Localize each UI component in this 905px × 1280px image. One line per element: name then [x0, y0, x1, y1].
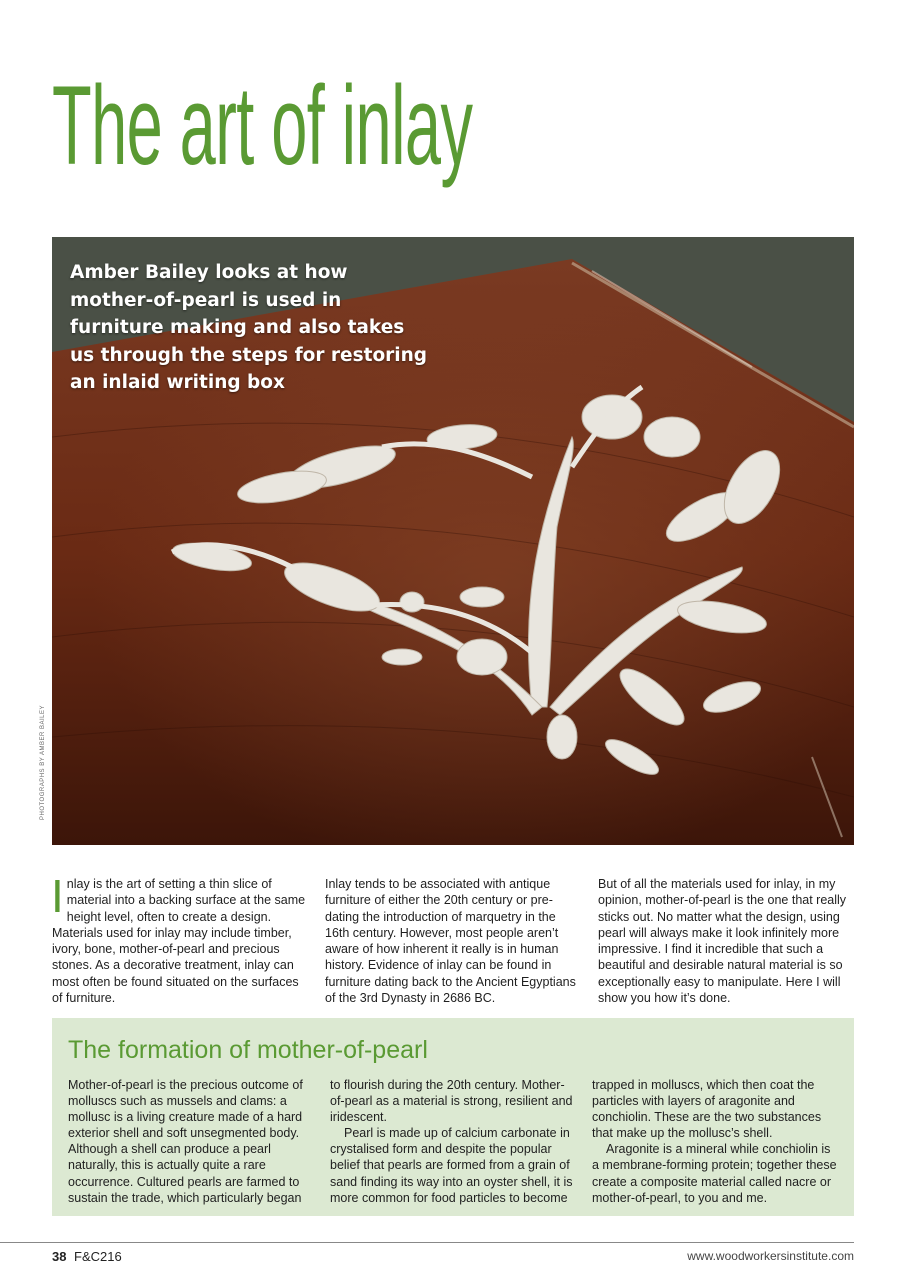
hero-photo: [52, 237, 854, 845]
sidebar-text: Mother-of-pearl is the precious outcome of molluscs such as mussels and clams: a mollusc is a living creature made of a hard exterior shell and soft unsegmented body. Although a shell can produce a pearl naturally, this is actually quite a rare occurrence. Cultured pearls are farmed to sustain the trade, which particularly began: [68, 1078, 303, 1205]
sidebar-column-2: [330, 1077, 578, 1206]
drop-cap: I: [51, 870, 64, 922]
article-title: The art of inlay: [52, 63, 473, 188]
website-url: www.woodworkersinstitute.com: [687, 1249, 854, 1263]
body-text: nlay is the art of setting a thin slice of material into a backing surface at the same height level, often to create a design. Materials used for inlay may include timber, ivory, bone, mother-of-pearl and precious stones. As a decorative treatment, inlay can most often be found situated on the surfaces of furniture.: [52, 877, 306, 1006]
sidebar-box: [52, 1018, 854, 1216]
page-number: 38: [52, 1249, 67, 1264]
body-text: Inlay tends to be associated with antique furniture of either the 20th century or pre-dating the introduction of marquetry in the 16th century. However, most people aren’t aware of how inherent it really is in human history. Evidence of inlay can be found in furniture dating back to the Ancient Egyptians of the 3rd Dynasty in 2686 BC.: [325, 877, 576, 1006]
sidebar-text: to flourish during the 20th century. Mother-of-pearl as a material is strong, resilient and iridescent.: [330, 1078, 573, 1125]
photo-credit: PHOTOGRAPHS BY AMBER BAILEY: [40, 705, 46, 820]
body-column-1: [51, 870, 310, 1006]
sidebar-column-1: [68, 1077, 313, 1206]
magazine-issue: F&C216: [74, 1249, 122, 1264]
footer-rule: [0, 1242, 854, 1243]
sidebar-text: Pearl is made up of calcium carbonate in crystalised form and despite the popular belief that pearls are formed from a grain of sand finding its way into an oyster shell, it is more common for food particles to become: [330, 1126, 573, 1205]
body-text: But of all the materials used for inlay, in my opinion, mother-of-pearl is the one that really sticks out. No matter what the design, using pearl will always make it look infinitely more impressive. I find it incredible that such a beautiful and desirable natural material is so exceptionally easy to manipulate. Here I will show you how it’s done.: [598, 877, 847, 1006]
sidebar-title: The formation of mother-of-pearl: [68, 1036, 428, 1064]
body-column-3: [598, 876, 856, 1006]
sidebar-column-3: [592, 1077, 840, 1206]
sidebar-text: trapped in molluscs, which then coat the particles with layers of aragonite and conchiolin. These are the two substances that make up the mollusc’s shell.: [592, 1078, 822, 1141]
body-column-2: [325, 876, 580, 1006]
article-standfirst: Amber Bailey looks at how mother-of-pearl is used in furniture making and also takes us through the steps for restoring an inlaid writing box: [70, 262, 428, 393]
sidebar-text: Aragonite is a mineral while conchiolin is a membrane-forming protein; together these create a composite material called nacre or mother-of-pearl, to you and me.: [592, 1142, 837, 1205]
